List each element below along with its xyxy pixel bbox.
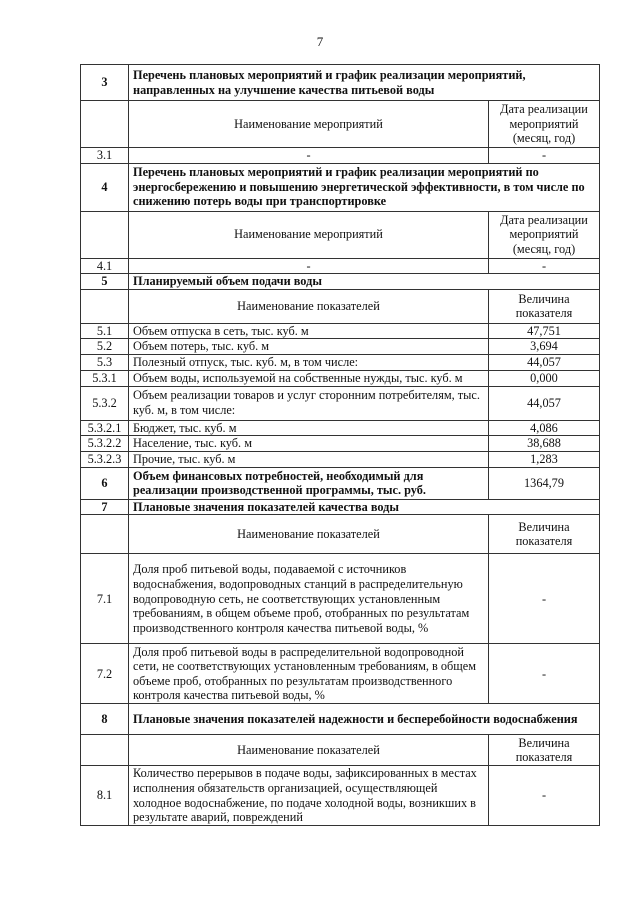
section-row <box>81 499 600 515</box>
row-number: 5.3.2.2 <box>81 436 129 452</box>
value-column-header: Величина показателя <box>489 289 600 323</box>
row-number: 5.3.2.1 <box>81 420 129 436</box>
column-header-row <box>81 735 600 766</box>
row-number: 4.1 <box>81 258 129 274</box>
section-title: Плановые значения показателей качества воды <box>129 499 600 515</box>
row-name: Объем отпуска в сеть, тыс. куб. м <box>129 323 489 339</box>
row-number: 5.3.2.3 <box>81 452 129 468</box>
row-value: 1,283 <box>489 452 600 468</box>
section-title: Перечень плановых мероприятий и график реализации мероприятий по энергосбережению и повышению энергетической эффективности, в том числе по снижению потерь воды при транспортировке <box>129 163 600 211</box>
section-title: Плановые значения показателей надежности и бесперебойности водоснабжения <box>129 704 600 735</box>
name-column-header: Наименование мероприятий <box>129 211 489 258</box>
column-header-row <box>81 211 600 258</box>
name-column-header: Наименование показателей <box>129 515 489 554</box>
empty-cell <box>81 735 129 766</box>
table-row <box>81 467 600 499</box>
row-value: - <box>489 148 600 164</box>
row-value: 38,688 <box>489 436 600 452</box>
row-value: 44,057 <box>489 386 600 420</box>
empty-cell <box>81 101 129 148</box>
empty-cell <box>81 289 129 323</box>
row-name: Доля проб питьевой воды, подаваемой с источников водоснабжения, водопроводных станций в распределительную водопроводную сеть, не соответствующих установленным требованиям, в общем объеме проб, отобранных по результатам производственного контроля качества питьевой воды, % <box>129 554 489 644</box>
column-header-row <box>81 289 600 323</box>
row-number: 5.3 <box>81 354 129 370</box>
table-row <box>81 354 600 370</box>
section-row <box>81 65 600 101</box>
value-column-header: Дата реализации мероприятий (месяц, год) <box>489 211 600 258</box>
row-value: - <box>489 258 600 274</box>
row-number: 7.1 <box>81 554 129 644</box>
table-row <box>81 386 600 420</box>
section-number: 7 <box>81 499 129 515</box>
row-name: Полезный отпуск, тыс. куб. м, в том числе: <box>129 354 489 370</box>
row-name: Население, тыс. куб. м <box>129 436 489 452</box>
row-name: Объем реализации товаров и услуг сторонним потребителям, тыс. куб. м, в том числе: <box>129 386 489 420</box>
row-number: 5.2 <box>81 339 129 355</box>
value-column-header: Величина показателя <box>489 515 600 554</box>
row-name: Прочие, тыс. куб. м <box>129 452 489 468</box>
row-number: 5.3.1 <box>81 370 129 386</box>
empty-cell <box>81 515 129 554</box>
row-name: Количество перерывов в подаче воды, зафиксированных в местах исполнения обязательств организацией, осуществляющей холодное водоснабжение, по подаче холодной воды, возникших в результате аварий, повреждений <box>129 766 489 825</box>
row-value: - <box>489 766 600 825</box>
section-title: Перечень плановых мероприятий и график реализации мероприятий, направленных на улучшение качества питьевой воды <box>129 65 600 101</box>
row-number: 3.1 <box>81 148 129 164</box>
row-number: 7.2 <box>81 644 129 704</box>
name-column-header: Наименование показателей <box>129 735 489 766</box>
section-row <box>81 163 600 211</box>
row-value: - <box>489 554 600 644</box>
table-row <box>81 452 600 468</box>
program-table <box>80 64 600 826</box>
table-row <box>81 436 600 452</box>
row-number: 5.1 <box>81 323 129 339</box>
table-row <box>81 339 600 355</box>
section-number: 3 <box>81 65 129 101</box>
row-name: - <box>129 258 489 274</box>
row-name: Бюджет, тыс. куб. м <box>129 420 489 436</box>
name-column-header: Наименование показателей <box>129 289 489 323</box>
table-row <box>81 554 600 644</box>
row-value: 0,000 <box>489 370 600 386</box>
table-row <box>81 420 600 436</box>
row-name: Доля проб питьевой воды в распределительной водопроводной сети, не соответствующих установленным требованиям, в общем объеме проб, отобранных по результатам производственного контроля качества питьевой воды, % <box>129 644 489 704</box>
row-value: - <box>489 644 600 704</box>
column-header-row <box>81 515 600 554</box>
table-row <box>81 148 600 164</box>
row-name: Объем финансовых потребностей, необходимый для реализации производственной программы, тыс. руб. <box>129 467 489 499</box>
row-number: 5.3.2 <box>81 386 129 420</box>
row-number: 8.1 <box>81 766 129 825</box>
row-number: 6 <box>81 467 129 499</box>
table-row <box>81 644 600 704</box>
table-row <box>81 258 600 274</box>
row-value: 4,086 <box>489 420 600 436</box>
table-row <box>81 323 600 339</box>
section-row <box>81 704 600 735</box>
column-header-row <box>81 101 600 148</box>
row-value: 3,694 <box>489 339 600 355</box>
name-column-header: Наименование мероприятий <box>129 101 489 148</box>
row-name: - <box>129 148 489 164</box>
page-number: 7 <box>316 34 324 49</box>
row-value: 44,057 <box>489 354 600 370</box>
row-name: Объем воды, используемой на собственные нужды, тыс. куб. м <box>129 370 489 386</box>
row-value: 1364,79 <box>489 467 600 499</box>
table-row <box>81 766 600 825</box>
section-title: Планируемый объем подачи воды <box>129 274 600 290</box>
section-number: 4 <box>81 163 129 211</box>
empty-cell <box>81 211 129 258</box>
row-value: 47,751 <box>489 323 600 339</box>
section-number: 8 <box>81 704 129 735</box>
value-column-header: Дата реализации мероприятий (месяц, год) <box>489 101 600 148</box>
value-column-header: Величина показателя <box>489 735 600 766</box>
section-row <box>81 274 600 290</box>
row-name: Объем потерь, тыс. куб. м <box>129 339 489 355</box>
section-number: 5 <box>81 274 129 290</box>
table-row <box>81 370 600 386</box>
